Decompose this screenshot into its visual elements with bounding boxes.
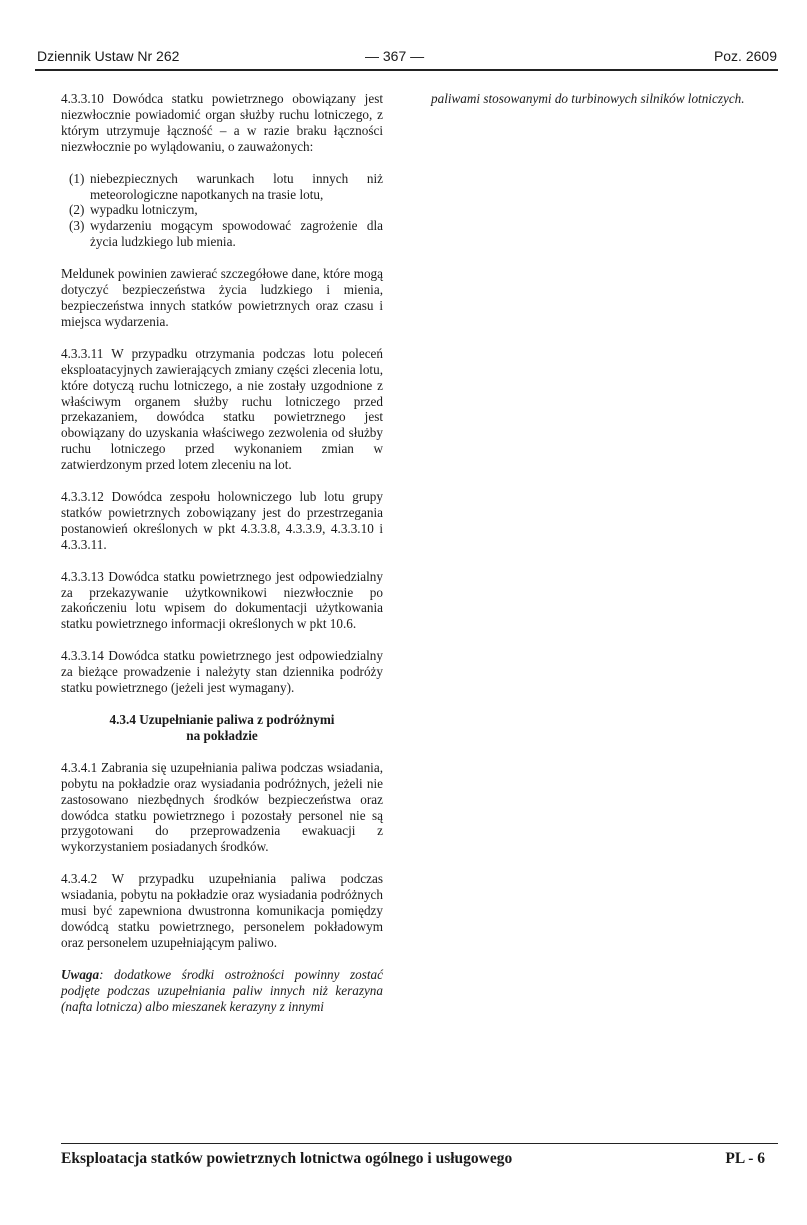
position-number: Poz. 2609	[713, 48, 777, 64]
paragraph-4-3-3-13: 4.3.3.13 Dowódca statku powietrznego jest odpowiedzialny za przekazywanie użytkownikowi niezwłocznie po zakończeniu lotu wpisem do dokumentacji użytkowania statku powietrznego informacji określonych w pkt 10.6.	[61, 568, 383, 632]
list-item-text: wypadku lotniczym,	[90, 202, 198, 218]
page-header	[37, 48, 777, 70]
document-title: Eksploatacja statków powietrznych lotnictwa ogólnego i usługowego	[61, 1150, 513, 1167]
list-item-text: niebezpiecznych warunkach lotu innych niż meteorologiczne napotkanych na trasie lotu,	[90, 170, 383, 202]
section-heading-line-2: na pokładzie	[186, 727, 258, 743]
list-item-text: wydarzeniu mogącym spowodować zagrożenie dla życia ludzkiego lub mienia.	[90, 218, 383, 250]
left-column	[61, 91, 383, 1031]
paragraph-4-3-4-2: 4.3.4.2 W przypadku uzupełniania paliwa podczas wsiadania, pobytu na pokładzie oraz wysiadania podróżnych musi być zapewniona dwustronna komunikacja pomiędzy dowódcą statku powietrznego, personelem pokładowym oraz personelem uzupełniającym paliwo.	[61, 871, 383, 950]
note-continuation: paliwami stosowanymi do turbinowych silników lotniczych.	[431, 91, 745, 106]
list-item	[69, 202, 383, 218]
paragraph-4-3-3-10: 4.3.3.10 Dowódca statku powietrznego obowiązany jest niezwłocznie powiadomić organ służby ruchu lotniczego, z którym utrzymuje łączność – a w razie braku łączności niezwłocznie po wylądowaniu, o zauważonych:	[61, 91, 383, 154]
document-page-code: PL - 6	[725, 1150, 765, 1167]
paragraph-4-3-3-12: 4.3.3.12 Dowódca zespołu holowniczego lub lotu grupy statków powietrznych zobowiązany jest do przestrzegania postanowień określonych w pkt 4.3.3.8, 4.3.3.9, 4.3.3.10 i 4.3.3.11.	[61, 489, 383, 552]
section-heading-4-3-4	[61, 712, 383, 744]
header-rule	[35, 69, 778, 71]
footer-rule	[61, 1143, 778, 1144]
list-item-number: (2)	[69, 202, 85, 218]
paragraph-4-3-3-14: 4.3.3.14 Dowódca statku powietrznego jest odpowiedzialny za bieżące prowadzenie i należyty stan dziennika podróży statku powietrznego (jeżeli jest wymagany).	[61, 648, 383, 696]
note-text: : dodatkowe środki ostrożności powinny zostać podjęte podczas uzupełniania paliw innych niż kerazyna (nafta lotnicza) albo mieszanek kerazyny z innymi	[61, 966, 383, 1014]
list-item	[69, 171, 383, 203]
list-item-number: (1)	[69, 170, 85, 186]
paragraph-4-3-3-11: 4.3.3.11 W przypadku otrzymania podczas lotu poleceń eksploatacyjnych zawierających zmiany części zlecenia lotu, które dotyczą ruchu lotniczego, a nie zostały uzgodnione z właściwym organem służby ruchu lotniczego przed przekazaniem, dowódca statku powietrznego jest obowiązany do uzyskania właściwego zezwolenia od służby ruchu lotniczego przed wykonaniem zmian w zatwierdzonym przed lotem zleceniu na lot.	[61, 345, 383, 473]
paragraph-meldunek: Meldunek powinien zawierać szczegółowe dane, które mogą dotyczyć bezpieczeństwa życia ludzkiego i mienia, bezpieczeństwa innych statków powietrznych oraz czasu i miejsca wydarzenia.	[61, 266, 383, 329]
note-paragraph	[61, 967, 383, 1015]
page-footer	[61, 1150, 765, 1172]
paragraph-4-3-4-1: 4.3.4.1 Zabrania się uzupełniania paliwa podczas wsiadania, pobytu na pokładzie oraz wysiadania podróżnych, jeżeli nie zastosowano niezbędnych środków bezpieczeństwa oraz dowódca statku powietrznego i pozostały personel nie są przygotowani do przeprowadzenia ewakuacji z wykorzystaniem posiadanych środków.	[61, 759, 383, 855]
right-column	[431, 91, 753, 107]
journal-title: Dziennik Ustaw Nr 262	[37, 48, 180, 64]
list-item	[69, 218, 383, 250]
section-heading-line-1: 4.3.4 Uzupełnianie paliwa z podróżnymi	[109, 712, 335, 727]
list-item-number: (3)	[69, 218, 85, 234]
hazard-list	[61, 171, 383, 251]
note-label: Uwaga	[61, 966, 100, 982]
page-number: — 367 —	[365, 48, 425, 64]
